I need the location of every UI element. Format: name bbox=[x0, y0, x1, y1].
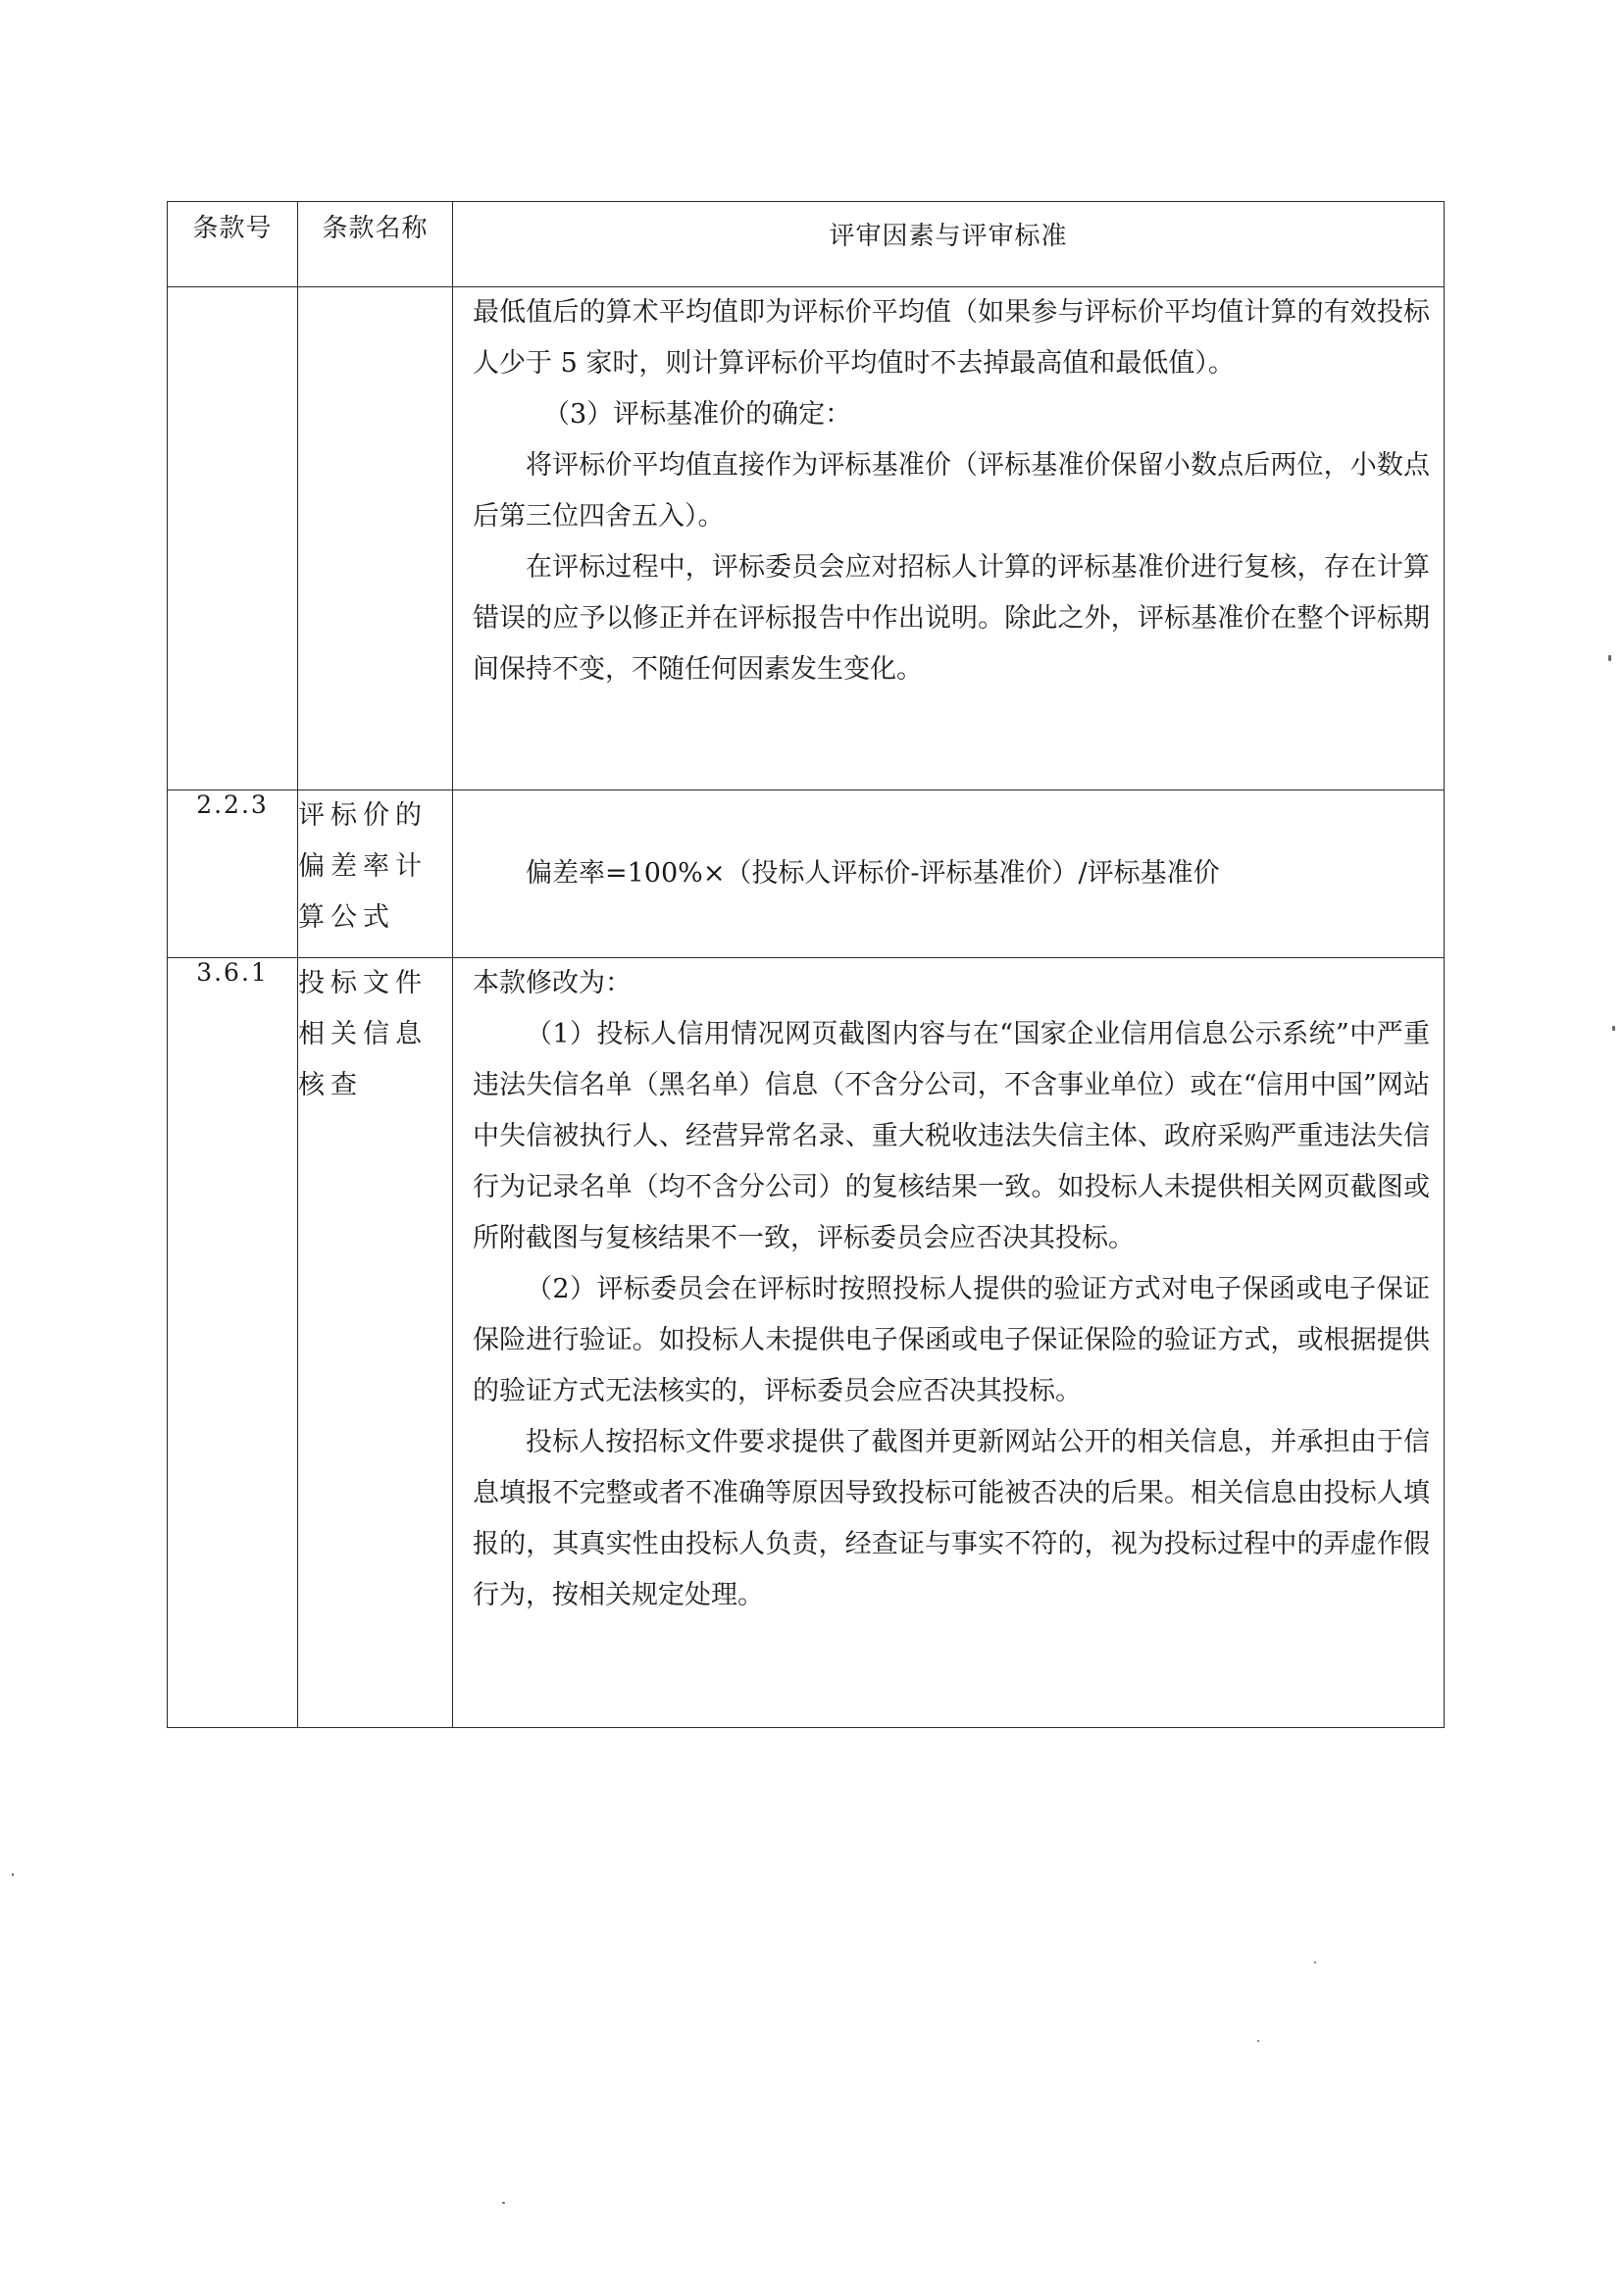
scan-speck bbox=[1608, 655, 1611, 661]
criteria-paragraph: 将评标价平均值直接作为评标基准价（评标基准价保留小数点后两位，小数点后第三位四舍五入）。 bbox=[473, 450, 1430, 532]
scan-speck bbox=[1314, 1962, 1316, 1963]
scan-speck bbox=[12, 1873, 14, 1876]
header-criteria: 评审因素与评审标准 bbox=[453, 202, 1445, 287]
criteria-paragraph: 偏差率=100%×（投标人评标价-评标基准价）/评标基准价 bbox=[526, 858, 1220, 889]
scan-speck bbox=[1612, 1026, 1615, 1031]
criteria-paragraph: （1）投标人信用情况网页截图内容与在“国家企业信用信息公示系统”中严重违法失信名单（黑名单）信息（不含分公司，不含事业单位）或在“信用中国”网站中失信被执行人、经营异常名录、重大税收违法失信主体、政府采购严重违法失信行为记录名单（均不含分公司）的复核结果一致。如投标人未提供相关网页截图或所附截图与复核结果不一致，评标委员会应否决其投标。 bbox=[473, 1019, 1430, 1253]
criteria-paragraph: 本款修改为： bbox=[473, 968, 632, 998]
scan-speck bbox=[1257, 2040, 1259, 2042]
table-row bbox=[168, 790, 1445, 958]
scan-speck bbox=[502, 2202, 505, 2204]
clause-name-cell: 投标文件相关信息核查 bbox=[298, 958, 453, 1728]
table-header-row bbox=[168, 202, 1445, 287]
clause-table bbox=[167, 201, 1445, 1728]
header-clause-name: 条款名称 bbox=[298, 202, 453, 287]
criteria-paragraph: 投标人按招标文件要求提供了截图并更新网站公开的相关信息，并承担由于信息填报不完整或者不准确等原因导致投标可能被否决的后果。相关信息由投标人填报的，其真实性由投标人负责，经查证与事实不符的，视为投标过程中的弄虚作假行为，按相关规定处理。 bbox=[473, 1427, 1430, 1610]
clause-number-cell bbox=[168, 287, 298, 790]
clause-name-cell bbox=[298, 287, 453, 790]
criteria-cell bbox=[453, 287, 1445, 790]
clause-number-cell: 2.2.3 bbox=[168, 790, 298, 958]
criteria-paragraph: （2）评标委员会在评标时按照投标人提供的验证方式对电子保函或电子保证保险进行验证。如投标人未提供电子保函或电子保证保险的验证方式，或根据提供的验证方式无法核实的，评标委员会应否决其投标。 bbox=[473, 1274, 1430, 1406]
table-row bbox=[168, 287, 1445, 790]
criteria-paragraph: 在评标过程中，评标委员会应对招标人计算的评标基准价进行复核，存在计算错误的应予以修正并在评标报告中作出说明。除此之外，评标基准价在整个评标期间保持不变，不随任何因素发生变化。 bbox=[473, 552, 1430, 685]
criteria-paragraph: （3）评标基准价的确定： bbox=[543, 399, 852, 430]
table-row bbox=[168, 958, 1445, 1728]
header-clause-number: 条款号 bbox=[168, 202, 298, 287]
criteria-paragraph: 最低值后的算术平均值即为评标价平均值（如果参与评标价平均值计算的有效投标人少于 5 家时，则计算评标价平均值时不去掉最高值和最低值）。 bbox=[473, 297, 1430, 379]
criteria-cell bbox=[453, 958, 1445, 1728]
clause-name-cell: 评标价的偏差率计算公式 bbox=[298, 790, 453, 958]
criteria-cell bbox=[453, 790, 1445, 958]
clause-number-cell: 3.6.1 bbox=[168, 958, 298, 1728]
